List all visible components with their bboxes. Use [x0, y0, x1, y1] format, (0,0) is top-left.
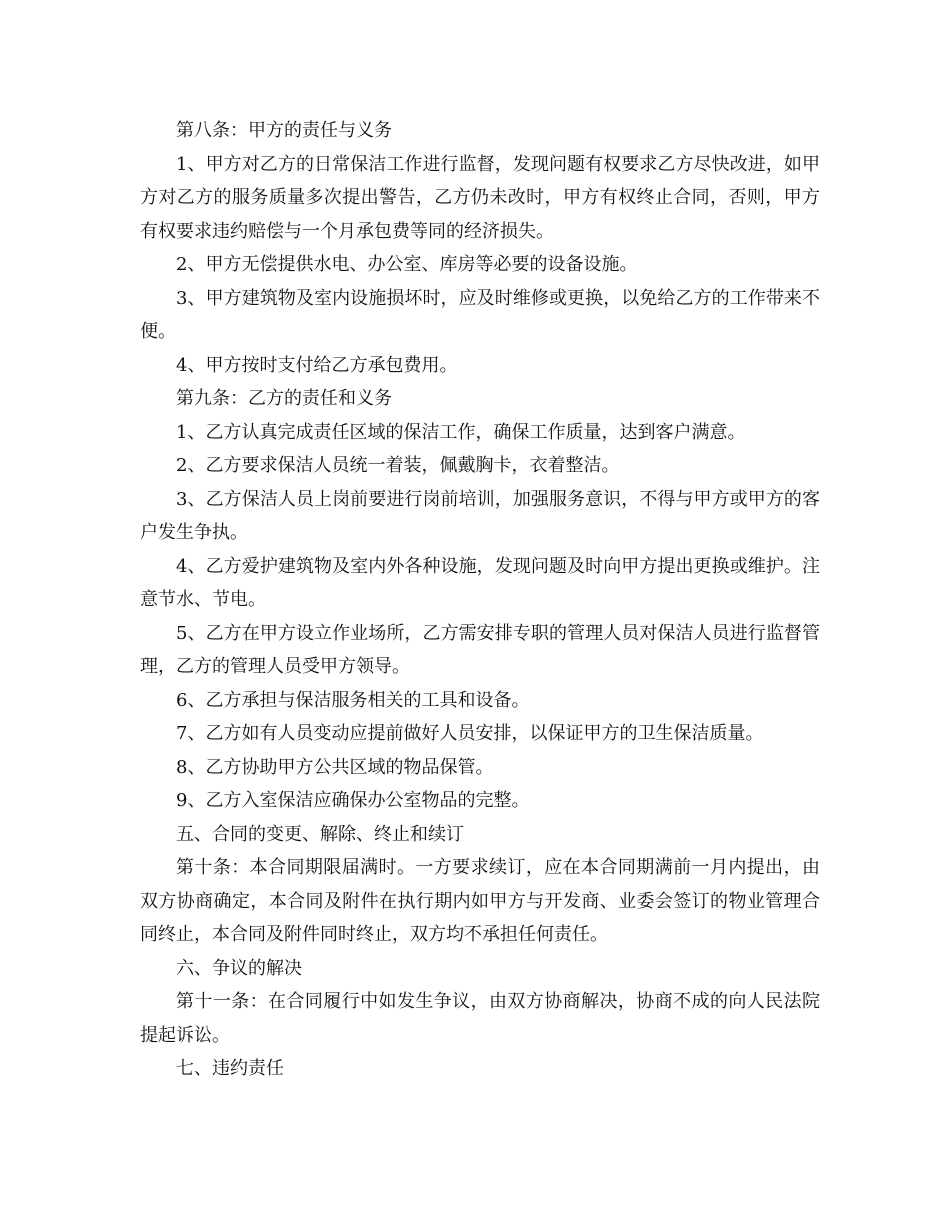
article-9-item-3: 3、乙方保洁人员上岗前要进行岗前培训，加强服务意识，不得与甲方或甲方的客户发生争执。 — [140, 488, 820, 543]
article-9-item-5: 5、乙方在甲方设立作业场所，乙方需安排专职的管理人员对保洁人员进行监督管理，乙方的管理人员受甲方领导。 — [140, 622, 820, 677]
article-11-text: 第十一条：在合同履行中如发生争议，由双方协商解决，协商不成的向人民法院提起诉讼。 — [140, 991, 820, 1046]
article-9-item-8: 8、乙方协助甲方公共区域的物品保管。 — [176, 756, 494, 778]
article-8-item-2: 2、甲方无偿提供水电、办公室、库房等必要的设备设施。 — [176, 254, 638, 275]
section-5-heading: 五、合同的变更、解除、终止和续订 — [176, 823, 464, 845]
article-8-item-3: 3、甲方建筑物及室内设施损坏时，应及时维修或更换，以免给乙方的工作带来不便。 — [140, 287, 820, 342]
article-9-item-4: 4、乙方爱护建筑物及室内外各种设施，发现问题及时向甲方提出更换或维护。注意节水、节电。 — [140, 555, 820, 610]
article-9-item-9: 9、乙方入室保洁应确保办公室物品的完整。 — [176, 790, 530, 811]
document-body — [140, 114, 820, 1086]
article-9-item-7: 7、乙方如有人员变动应提前做好人员安排，以保证甲方的卫生保洁质量。 — [176, 723, 764, 744]
article-9-item-2: 2、乙方要求保洁人员统一着装，佩戴胸卡，衣着整洁。 — [176, 455, 620, 476]
article-8-item-4: 4、甲方按时支付给乙方承包费用。 — [176, 354, 458, 376]
article-8-item-1: 1、甲方对乙方的日常保洁工作进行监督，发现问题有权要求乙方尽快改进，如甲方对乙方的服务质量多次提出警告，乙方仍未改时，甲方有权终止合同，否则，甲方有权要求违约赔偿与一个月承包费等同的经济损失。 — [140, 153, 820, 242]
article-9-item-1: 1、乙方认真完成责任区域的保洁工作，确保工作质量，达到客户满意。 — [176, 421, 746, 443]
article-9-heading: 第九条：乙方的责任和义务 — [176, 388, 392, 409]
article-8-heading: 第八条：甲方的责任与义务 — [176, 120, 392, 141]
article-9-item-6: 6、乙方承担与保洁服务相关的工具和设备。 — [176, 689, 530, 711]
section-7-heading: 七、违约责任 — [176, 1058, 284, 1079]
article-10-text: 第十条：本合同期限届满时。一方要求续订，应在本合同期满前一月内提出，由双方协商确定，本合同及附件在执行期内如甲方与开发商、业委会签订的物业管理合同终止，本合同及附件同时终止，双方均不承担任何责任。 — [140, 857, 820, 945]
section-6-heading: 六、争议的解决 — [176, 957, 302, 979]
